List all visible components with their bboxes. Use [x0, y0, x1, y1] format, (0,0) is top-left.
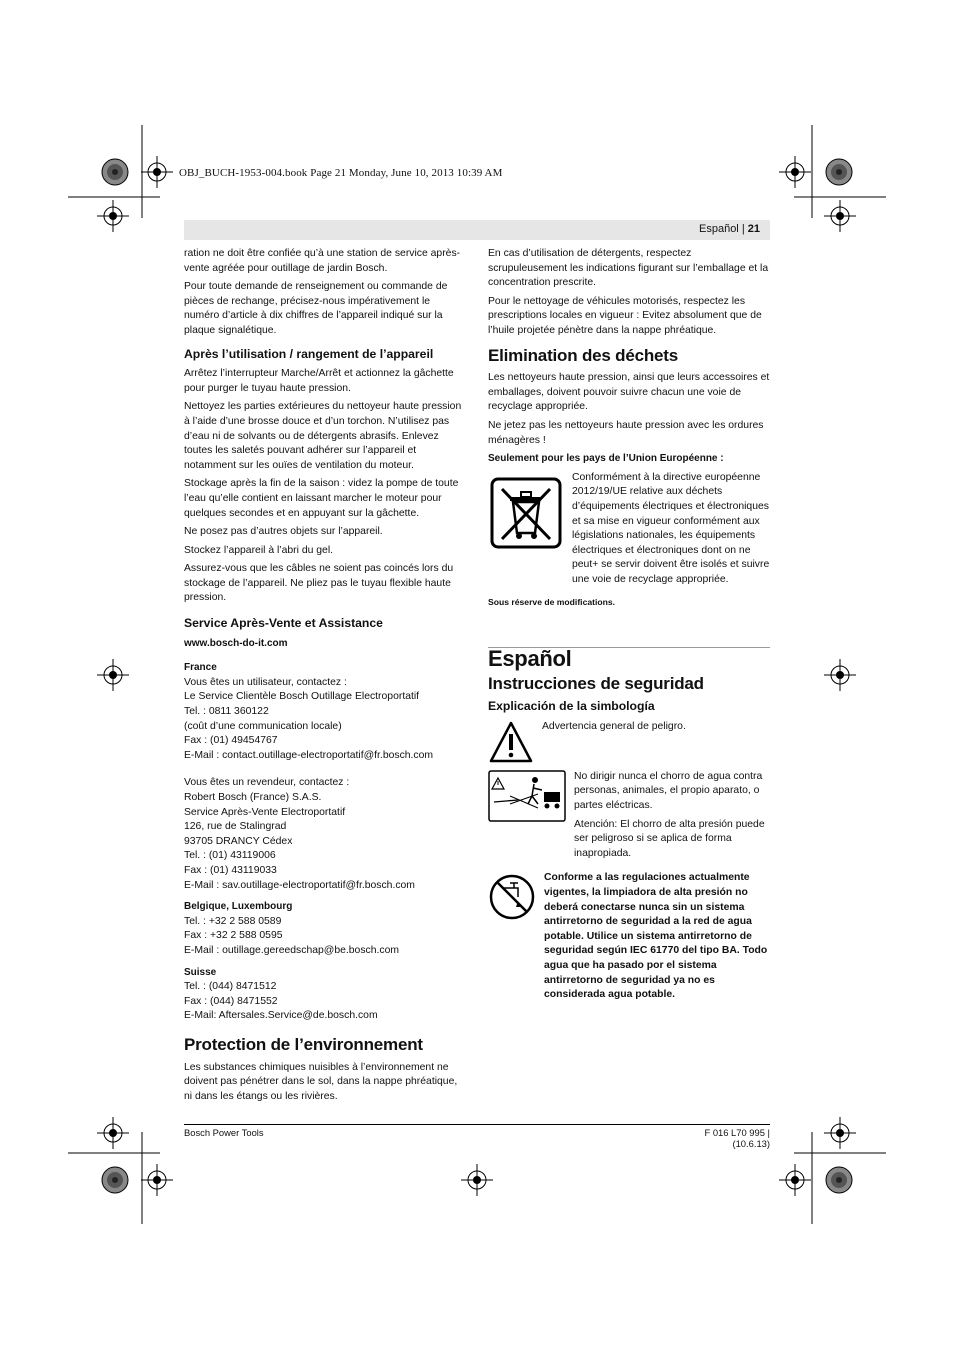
contact-line: Tel. : (044) 8471512	[184, 981, 277, 993]
section-heading: Elimination des déchets	[488, 345, 679, 365]
warning-triangle-icon	[488, 720, 534, 764]
contact-block-swiss	[184, 980, 466, 1024]
country-label: Suisse	[184, 966, 217, 978]
contact-line: Tel. : 0811 360122	[184, 706, 269, 718]
paragraph: Les substances chimiques nuisibles à l’environnement ne doivent pas pénétrer dans le sol, dans la nappe phréatique, ni dans les étangs ou les rivières.	[184, 1061, 458, 1102]
header-text: Español | 21	[699, 223, 760, 235]
right-column	[488, 247, 770, 610]
contact-line: Fax : +32 2 588 0595	[184, 930, 283, 942]
contact-block-france-dealer	[184, 776, 466, 893]
contact-line: Fax : (01) 49454767	[184, 735, 278, 747]
contact-line: (coût d’une communication locale)	[184, 720, 342, 732]
printer-line: OBJ_BUCH-1953-004.book Page 21 Monday, June 10, 2013 10:39 AM	[179, 167, 503, 179]
contact-line: Service Après-Vente Electroportatif	[184, 806, 346, 818]
country-label: France	[184, 662, 217, 674]
weee-text: Conformément à la directive européenne 2012/19/UE relative aux déchets d’équipements électriques et électroniques et sa mise en vigueur conformément aux législations nationales, les équipements électriques et électroniques dont on ne peut+ se servir doivent être isolés et suivre une voie de recyclage appropriée.	[572, 471, 770, 585]
contact-line: Fax : (044) 8471552	[184, 995, 278, 1007]
paragraph: Assurez-vous que les câbles ne soient pas coincés lors du stockage de l’appareil. Ne pliez pas le tuyau flexible haute pression.	[184, 563, 454, 604]
contact-line: Vous êtes un utilisateur, contactez :	[184, 676, 347, 688]
page-number: 21	[747, 223, 760, 235]
contact-line: E-Mail : contact.outillage-electroportatif@fr.bosch.com	[184, 749, 434, 761]
no-drinking-water-connection-icon	[488, 871, 536, 923]
symbol-row-backflow	[488, 871, 770, 1002]
symbol-text-block	[574, 770, 770, 866]
page-header	[184, 220, 770, 240]
symbol-text: Advertencia general de peligro.	[542, 720, 686, 732]
paragraph: ration ne doit être confiée qu’à une station de service après-vente agréée pour outillage de jardin Bosch.	[184, 248, 461, 274]
paragraph: Ne posez pas d’autres objets sur l’appareil.	[184, 526, 383, 538]
symbol-row-danger	[488, 720, 770, 764]
contact-line: Robert Bosch (France) S.A.S.	[184, 792, 322, 803]
paragraph: Ne jetez pas les nettoyeurs haute pression avec les ordures ménagères !	[488, 419, 764, 446]
contact-block-belgium	[184, 915, 466, 959]
section-heading: Instrucciones de seguridad	[488, 673, 704, 693]
contact-line: E-Mail : outillage.gereedschap@be.bosch.com	[184, 944, 400, 956]
section-heading: Explicación de la simbología	[488, 699, 655, 714]
contact-line: Vous êtes un revendeur, contactez :	[184, 777, 350, 789]
symbol-text: Atención: El chorro de alta presión puede ser peligroso si se aplica de forma inapropiada.	[574, 818, 765, 859]
water-jet-warning-icon	[488, 770, 566, 822]
contact-line: Tel. : +32 2 588 0589	[184, 915, 282, 927]
contact-line: Le Service Clientèle Bosch Outillage Electroportatif	[184, 691, 420, 703]
language-heading: Español	[488, 646, 572, 671]
section-heading: Après l’utilisation / rangement de l’appareil	[184, 346, 434, 361]
paragraph: Arrêtez l’interrupteur Marche/Arrêt et actionnez la gâchette pour purger le tuyau haute pression.	[184, 368, 454, 394]
eu-label: Seulement pour les pays de l’Union Européenne :	[488, 453, 724, 465]
crossed-bin-icon	[488, 475, 564, 551]
contact-line: E-Mail : sav.outillage-electroportatif@fr.bosch.com	[184, 879, 415, 891]
contact-line: 93705 DRANCY Cédex	[184, 835, 293, 847]
contact-block-france-user	[184, 676, 466, 764]
paragraph: Stockez l’appareil à l’abri du gel.	[184, 544, 334, 556]
reserve-note: Sous réserve de modifications.	[488, 597, 616, 608]
paragraph: Pour toute demande de renseignement ou commande de pièces de rechange, précisez-nous impérativement le numéro d’article à dix chiffres de l’appareil indiqué sur la plaque signalétique.	[184, 281, 448, 336]
paragraph: Les nettoyeurs haute pression, ainsi que leurs accessoires et emballages, doivent pouvoir suivre chacun une voie de recyclage appropriée.	[488, 372, 770, 413]
header-section: Español	[699, 223, 739, 235]
contact-line: Fax : (01) 43119033	[184, 864, 277, 876]
footer-rule	[184, 1124, 770, 1125]
section-heading: Protection de l’environnement	[184, 1034, 423, 1054]
section-heading: Service Après-Vente et Assistance	[184, 616, 383, 631]
country-label: Belgique, Luxembourg	[184, 901, 293, 913]
footer-brand: Bosch Power Tools	[184, 1127, 264, 1138]
paragraph: Pour le nettoyage de véhicules motorisés, respectez les prescriptions locales en vigueur : Evitez absolument que de l’huile projetée pénètre dans la nappe phréatique.	[488, 295, 762, 336]
paragraph: Nettoyez les parties extérieures du nettoyeur haute pression à l’aide d’une brosse douce et d’un torchon. N’utilisez pas d’eau ni de solvants ou de détergents abrasifs. Enlevez toutes les saletés pouvant adhérer sur l’appareil et notamment sur les ouïes de ventilation du moteur.	[184, 401, 462, 471]
spanish-section	[488, 648, 770, 1009]
symbol-row-water-jet	[488, 770, 770, 866]
contact-line: Tel. : (01) 43119006	[184, 850, 276, 862]
symbol-text: Conforme a las regulaciones actualmente vigentes, la limpiadora de alta presión no deberá conectarse nunca sin un sistema antirretorno de seguridad a la red de agua potable. Utilice un sistema antirretorno de seguridad según IEC 61770 del tipo BA. Todo agua que ha pasado por el sistema antirretorno de seguridad ya no es considerada agua potable.	[544, 872, 768, 1001]
contact-line: E-Mail: Aftersales.Service@de.bosch.com	[184, 1010, 378, 1022]
paragraph: En cas d’utilisation de détergents, respectez scrupuleusement les indications figurant sur l’emballage et la concentration prescrite.	[488, 248, 769, 289]
symbol-text: No dirigir nunca el chorro de agua contra personas, animales, el propio aparato, o partes eléctricas.	[574, 770, 763, 811]
left-column	[184, 247, 466, 1108]
website-link[interactable]: www.bosch-do-it.com	[184, 637, 288, 649]
contact-line: 126, rue de Stalingrad	[184, 821, 287, 833]
paragraph: Stockage après la fin de la saison : videz la pompe de toute l’eau qu’elle contient en laissant marcher le moteur pour quelques secondes et en appuyant sur la gâchette.	[184, 478, 459, 519]
footer-code: F 016 L70 995 | (10.6.13)	[704, 1127, 770, 1149]
weee-row	[488, 471, 770, 588]
